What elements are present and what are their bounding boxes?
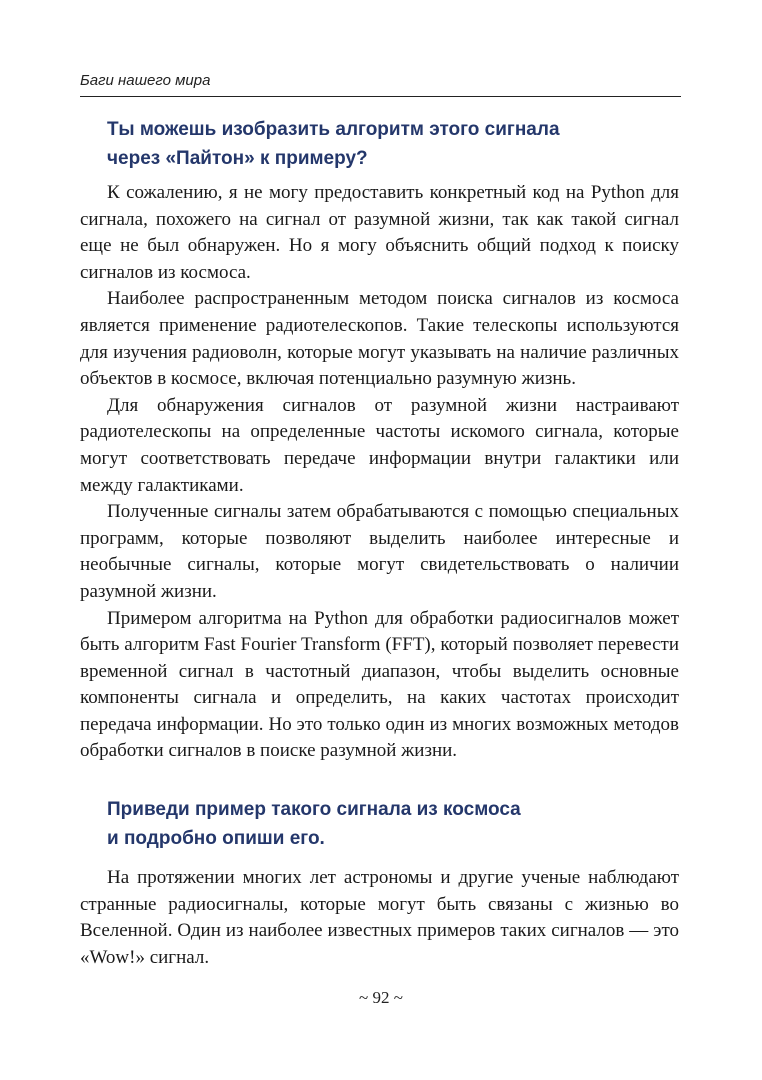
section-heading-1 [107, 115, 667, 173]
paragraph: Наиболее распространенным методом поиска сигналов из космоса является применение радиотелескопов. Такие телескопы используются для изучения радиоволн, которые могут указывать на наличие различных объектов в космосе, включая потенциально разумную жизнь. [80, 288, 679, 390]
paragraph: На протяжении многих лет астрономы и другие ученые наблюдают странные радиосигналы, которые могут быть связаны с жизнью во Вселенной. Один из наиболее известных примеров таких сигналов — это «Wow!» сигнал. [80, 867, 679, 968]
running-head: Баги нашего мира [80, 72, 211, 89]
section-body-2 [80, 865, 679, 971]
page-number: ~ 92 ~ [359, 988, 403, 1007]
paragraph: Полученные сигналы затем обрабатываются с помощью специальных программ, которые позволяют выделить наиболее интересные и необычные сигналы, которые могут свидетельствовать о наличии разумной жизни. [80, 501, 679, 602]
heading-line: и подробно опиши его. [107, 828, 325, 849]
paragraph: Для обнаружения сигналов от разумной жизни настраивают радиотелескопы на определенные частоты искомого сигнала, которые могут соответствовать передаче информации внутри галактики или между галактиками. [80, 394, 679, 496]
header-rule [80, 96, 681, 97]
heading-line: Приведи пример такого сигнала из космоса [107, 799, 521, 820]
heading-line: через «Пайтон» к примеру? [107, 148, 368, 169]
paragraph: Примером алгоритма на Python для обработки радиосигналов может быть алгоритм Fast Fourier Transform (FFT), который позволяет перевести временной сигнал в частотный диапазон, чтобы выделить основные компоненты сигнала и определить, на каких частотах происходит передача информации. Но это только один из многих возможных методов обработки сигналов в поиске разумной жизни. [80, 607, 679, 762]
paragraph: К сожалению, я не могу предоставить конкретный код на Python для сигнала, похожего на сигнал от разумной жизни, так как такой сигнал еще не был обнаружен. Но я могу объяснить общий подход к поиску сигналов из космоса. [80, 182, 679, 283]
section-heading-2 [107, 795, 667, 853]
section-body-1 [80, 180, 679, 765]
heading-line: Ты можешь изобразить алгоритм этого сигнала [107, 119, 560, 140]
